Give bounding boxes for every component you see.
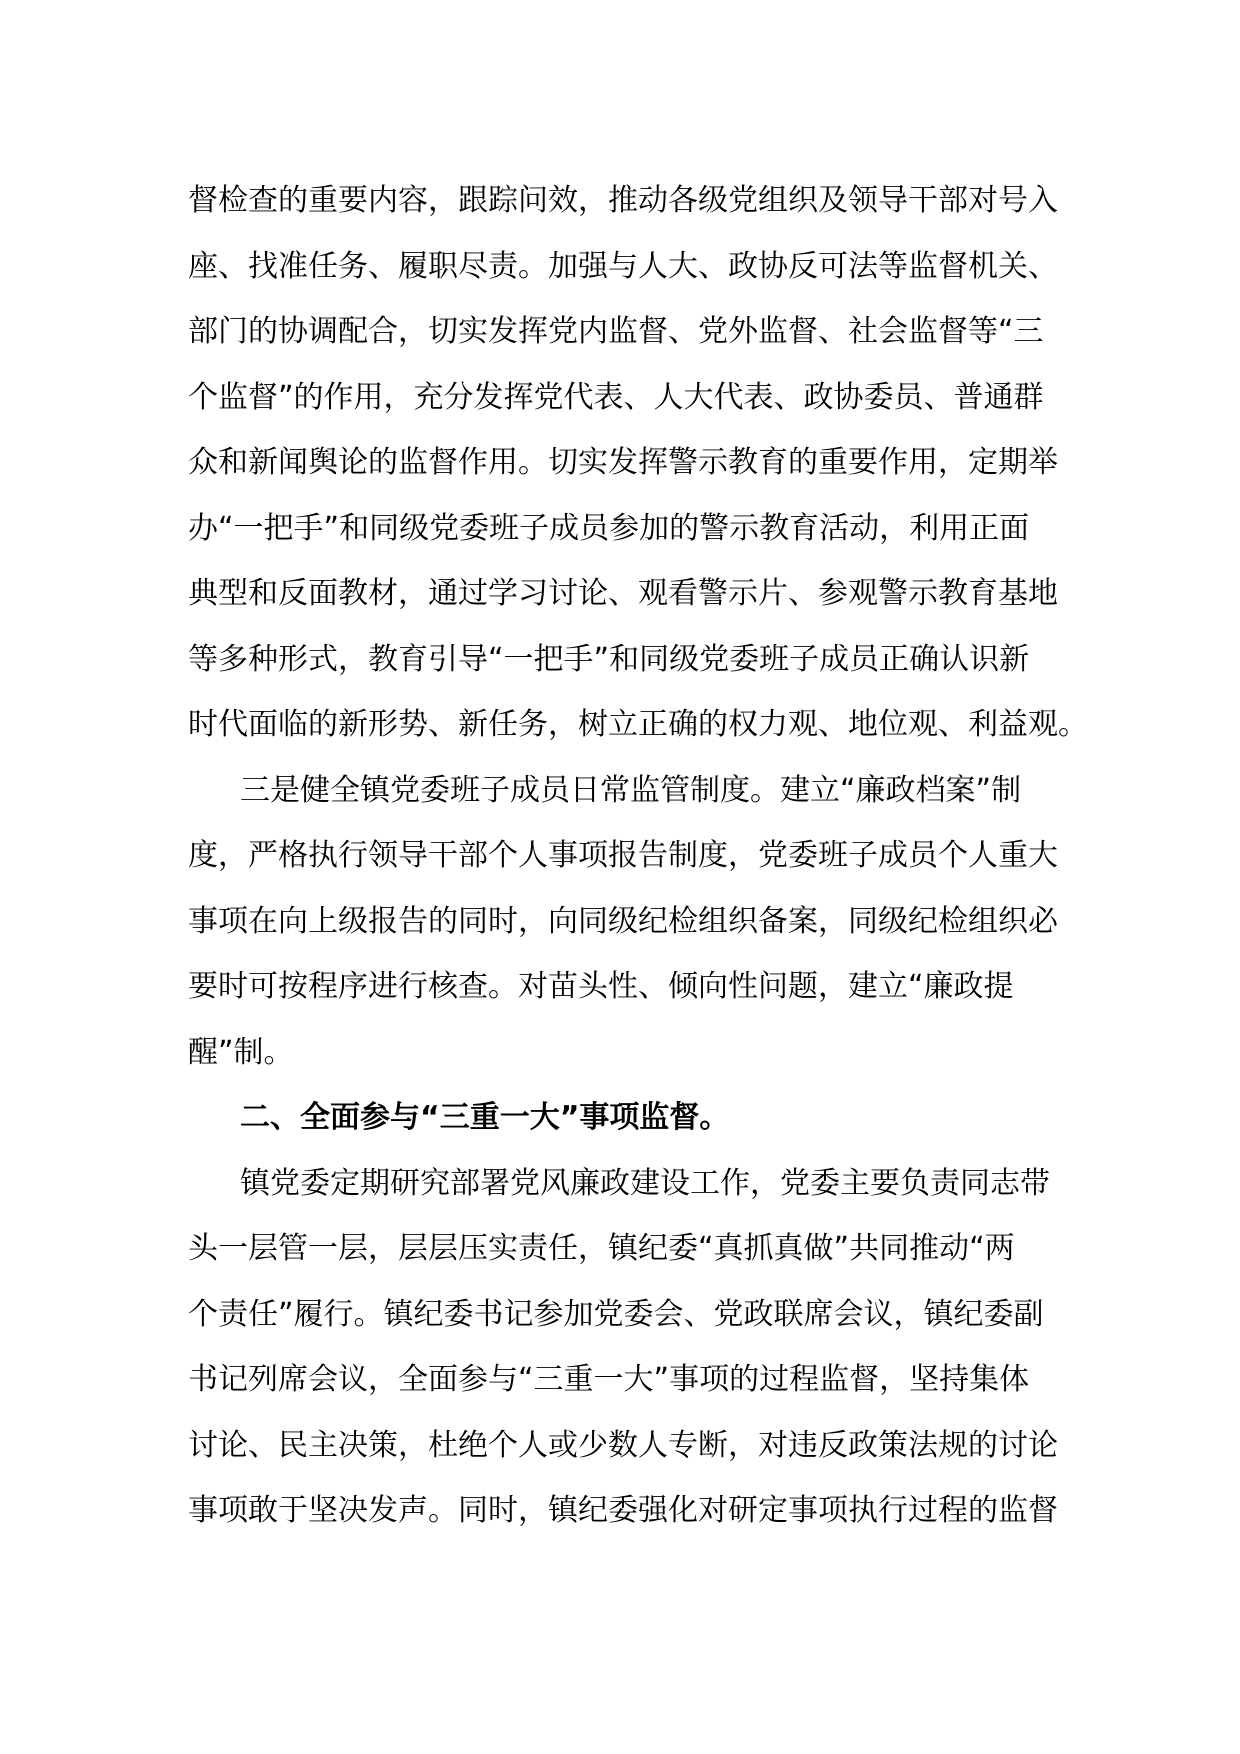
- text-line: 头一层管一层，层层压实责任，镇纪委“真抓真做”共同推动“两: [188, 1231, 1015, 1266]
- paragraph-start-line: 三是健全镇党委班子成员日常监管制度。建立“廉政档案”制: [240, 772, 1022, 808]
- text-line: 个责任”履行。镇纪委书记参加党委会、党政联席会议，镇纪委副: [188, 1296, 1044, 1332]
- text-line: 众和新闻舆论的监督作用。切实发挥警示教育的重要作用，定期举: [188, 445, 1058, 480]
- text-line: 度，严格执行领导干部个人事项报告制度，党委班子成员个人重大: [188, 838, 1058, 873]
- text-line: 要时可按程序进行核查。对苗头性、倾向性问题，建立“廉政提: [188, 969, 1014, 1004]
- document-body: [188, 168, 1088, 1544]
- text-line: 部门的协调配合，切实发挥党内监督、党外监督、社会监督等“三: [188, 314, 1044, 349]
- text-line: 醒”制。: [188, 1034, 294, 1070]
- paragraph-start-line: 镇党委定期研究部署党风廉政建设工作，党委主要负责同志带: [240, 1165, 1050, 1201]
- text-line: 督检查的重要内容，跟踪问效，推动各级党组织及领导干部对号入: [188, 183, 1058, 218]
- text-line: 座、找准任务、履职尽责。加强与人大、政协反可法等监督机关、: [188, 248, 1058, 284]
- text-line: 事项敢于坚决发声。同时，镇纪委强化对研定事项执行过程的监督: [188, 1493, 1058, 1528]
- text-line: 等多种形式，教育引导“一把手”和同级党委班子成员正确认识新: [188, 641, 1030, 677]
- text-line: 时代面临的新形势、新任务，树立正确的权力观、地位观、利益观。: [188, 707, 1088, 742]
- text-line: 办“一把手”和同级党委班子成员参加的警示教育活动，利用正面: [188, 510, 1030, 546]
- section-heading: 二、全面参与“三重一大”事项监督。: [240, 1100, 730, 1135]
- text-line: 事项在向上级报告的同时，向同级纪检组织备案，同级纪检组织必: [188, 903, 1058, 939]
- text-line: 典型和反面教材，通过学习讨论、观看警示片、参观警示教育基地: [188, 576, 1058, 611]
- text-line: 书记列席会议，全面参与“三重一大”事项的过程监督，坚持集体: [188, 1362, 1030, 1397]
- text-line: 个监督”的作用，充分发挥党代表、人大代表、政协委员、普通群: [188, 379, 1044, 415]
- text-line: 讨论、民主决策，杜绝个人或少数人专断，对违反政策法规的讨论: [188, 1427, 1058, 1463]
